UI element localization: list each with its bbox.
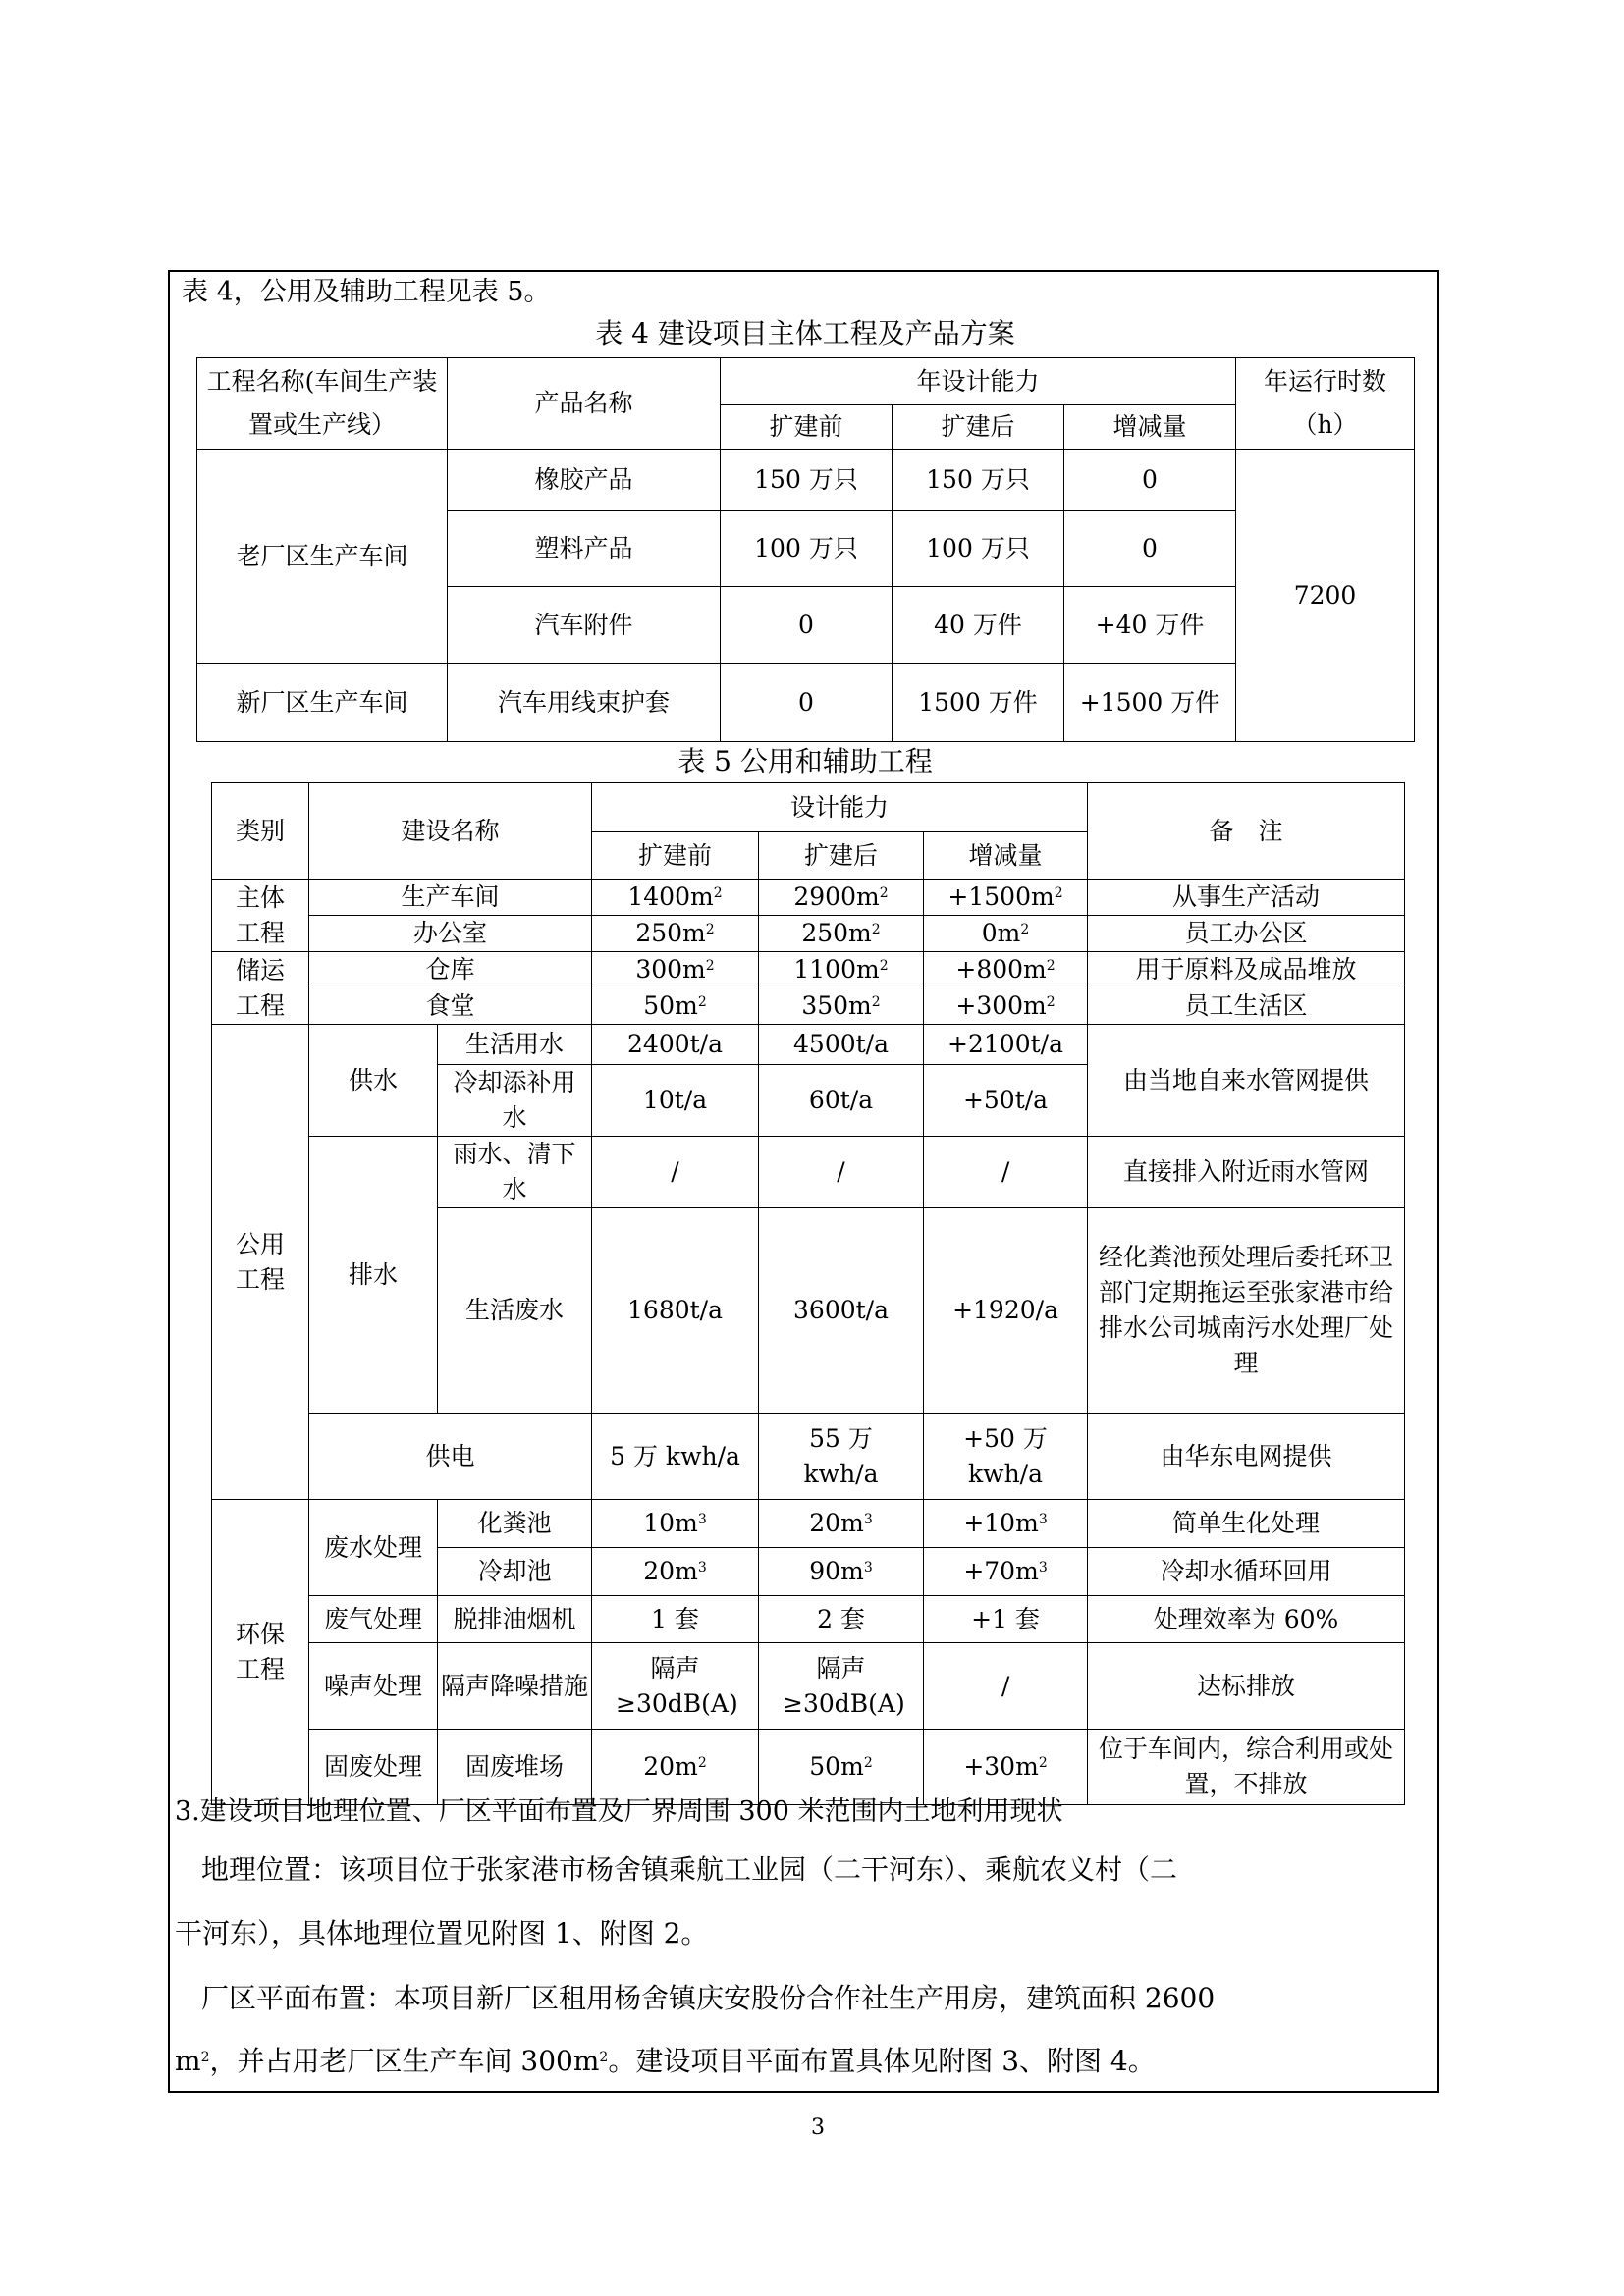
- t5-before: 1680t/a: [592, 1208, 759, 1414]
- t5-change: [924, 988, 1088, 1025]
- table-row: [212, 1643, 1405, 1730]
- t5-before: [592, 880, 759, 916]
- t5-before: [592, 1500, 759, 1548]
- t5-cat-main: 主体工程: [212, 880, 309, 952]
- cell-text: m: [1015, 1509, 1039, 1537]
- cell-text: m: [1023, 991, 1047, 1020]
- unit-superscript: 2: [713, 885, 723, 901]
- t5-sub-water-supply: 供水: [309, 1025, 438, 1137]
- t5-change: +2100t/a: [924, 1025, 1088, 1065]
- t5-note: 由华东电网提供: [1088, 1414, 1405, 1500]
- t4-header-hours: 年运行时数（h）: [1236, 358, 1415, 450]
- unit-superscript: 2: [871, 922, 881, 937]
- t5-after: [759, 952, 924, 988]
- table-row: [212, 1500, 1405, 1548]
- table-row: [212, 916, 1405, 952]
- t4-hours-value: 7200: [1236, 450, 1415, 742]
- cell-text: m: [848, 991, 872, 1020]
- t5-note: 位于车间内，综合利用或处置，不排放: [1088, 1730, 1405, 1805]
- t5-change: +1920/a: [924, 1208, 1088, 1414]
- t5-change: [924, 1548, 1088, 1596]
- t4-project-old: 老厂区生产车间: [197, 450, 448, 664]
- t5-cat-storage: 储运工程: [212, 952, 309, 1025]
- cell-text: m: [675, 991, 698, 1020]
- unit-superscript: 2: [200, 2050, 210, 2065]
- cell-text: 1100: [793, 955, 856, 984]
- page-number: 3: [811, 2115, 825, 2140]
- t5-before: [592, 1548, 759, 1596]
- t5-after: 2 套: [759, 1596, 924, 1643]
- cell-text: 50: [643, 991, 676, 1020]
- t4-header-after: 扩建后: [893, 405, 1064, 450]
- cell-text: +300: [955, 991, 1024, 1020]
- t5-before: [592, 1730, 759, 1805]
- intro-line: 表 4，公用及辅助工程见表 5。: [182, 277, 551, 307]
- t5-change: [924, 952, 1088, 988]
- cell-text: 1400: [627, 882, 690, 911]
- cell-text: m: [840, 1509, 864, 1537]
- unit-superscript: 3: [863, 1512, 873, 1527]
- t5-before: 2400t/a: [592, 1025, 759, 1065]
- layout-line2: [175, 2044, 1156, 2079]
- t5-note: 员工生活区: [1088, 988, 1405, 1025]
- t5-sub-noise: 噪声处理: [309, 1643, 438, 1730]
- cell-text: 250: [801, 919, 849, 947]
- unit-superscript: 2: [1046, 994, 1056, 1010]
- cell-text: m: [840, 1557, 864, 1585]
- t4-header-project: 工程名称(车间生产装置或生产线）: [197, 358, 448, 450]
- t4-after: 150 万只: [893, 450, 1064, 511]
- t5-after: 4500t/a: [759, 1025, 924, 1065]
- cell-text: +10: [963, 1509, 1016, 1537]
- t4-change: +40 万件: [1064, 587, 1236, 664]
- t4-header-change: 增减量: [1064, 405, 1236, 450]
- cell-text: m: [997, 919, 1021, 947]
- table4-title: 表 4 建设项目主体工程及产品方案: [595, 317, 1015, 349]
- t5-name: 办公室: [309, 916, 592, 952]
- cell-text: m: [682, 955, 706, 984]
- cell-text: 250: [635, 919, 683, 947]
- t4-change: 0: [1064, 511, 1236, 587]
- table-row: [212, 952, 1405, 988]
- t4-before: 0: [721, 587, 893, 664]
- unit-superscript: 3: [1038, 1512, 1048, 1527]
- t5-header-category: 类别: [212, 783, 309, 880]
- t4-after: 40 万件: [893, 587, 1064, 664]
- cell-text: 0: [981, 919, 998, 947]
- t5-sub-wastewater: 废水处理: [309, 1500, 438, 1596]
- t5-name: 生活废水: [438, 1208, 592, 1414]
- t5-name: 隔声降噪措施: [438, 1643, 592, 1730]
- t5-change: +50 万 kwh/a: [924, 1414, 1088, 1500]
- t5-note: 由当地自来水管网提供: [1088, 1025, 1405, 1137]
- t5-note: 用于原料及成品堆放: [1088, 952, 1405, 988]
- t5-name: 生活用水: [438, 1025, 592, 1065]
- cell-text: m: [175, 2045, 201, 2077]
- table-row: [212, 1596, 1405, 1643]
- t5-change: [924, 916, 1088, 952]
- table-row: [212, 1025, 1405, 1065]
- t5-cat-env: 环保工程: [212, 1500, 309, 1805]
- t5-before: [592, 988, 759, 1025]
- cell-text: 350: [801, 991, 849, 1020]
- t5-change: /: [924, 1643, 1088, 1730]
- t5-name: 脱排油烟机: [438, 1596, 592, 1643]
- cell-text: 20: [643, 1557, 676, 1585]
- t5-after: [759, 988, 924, 1025]
- t5-after: [759, 880, 924, 916]
- t5-sub-exhaust: 废气处理: [309, 1596, 438, 1643]
- cell-text: 20: [809, 1509, 841, 1537]
- layout-line1: 厂区平面布置：本项目新厂区租用杨舍镇庆安股份合作社生产用房，建筑面积 2600: [201, 1982, 1216, 2014]
- cell-text: m: [690, 882, 714, 911]
- t5-header-capacity: 设计能力: [592, 783, 1088, 832]
- t5-cat-public: 公用工程: [212, 1025, 309, 1500]
- t5-before: 隔声≥30dB(A): [592, 1643, 759, 1730]
- t5-after: [759, 1500, 924, 1548]
- t4-before: 100 万只: [721, 511, 893, 587]
- cell-text: m: [675, 1557, 698, 1585]
- section3-heading: 3.建设项目地理位置、厂区平面布置及厂界周围 300 米范围内土地利用现状: [175, 1796, 1063, 1827]
- t5-header-before: 扩建前: [592, 832, 759, 880]
- unit-superscript: 3: [863, 1560, 873, 1575]
- t5-before: 1 套: [592, 1596, 759, 1643]
- t5-after: 60t/a: [759, 1065, 924, 1137]
- unit-superscript: 2: [697, 1755, 707, 1771]
- t4-product: 汽车附件: [448, 587, 721, 664]
- table5: [211, 782, 1405, 1805]
- t5-note: 经化粪池预处理后委托环卫部门定期拖运至张家港市给排水公司城南污水处理厂处理: [1088, 1208, 1405, 1414]
- t4-header-before: 扩建前: [721, 405, 893, 450]
- t5-name: 供电: [309, 1414, 592, 1500]
- t5-note: 冷却水循环回用: [1088, 1548, 1405, 1596]
- cell-text: m: [856, 882, 880, 911]
- geo-location-line2: 干河东），具体地理位置见附图 1、附图 2。: [175, 1917, 709, 1949]
- cell-text: 20: [643, 1752, 676, 1781]
- table4: [196, 357, 1415, 742]
- cell-text: m: [840, 1752, 864, 1781]
- unit-superscript: 3: [697, 1512, 707, 1527]
- t4-after: 100 万只: [893, 511, 1064, 587]
- t5-header-after: 扩建后: [759, 832, 924, 880]
- t5-change: +1 套: [924, 1596, 1088, 1643]
- t4-header-product: 产品名称: [448, 358, 721, 450]
- cell-text: m: [1031, 882, 1055, 911]
- cell-text: +800: [955, 955, 1024, 984]
- t5-after: 3600t/a: [759, 1208, 924, 1414]
- t4-product: 橡胶产品: [448, 450, 721, 511]
- t5-change: [924, 880, 1088, 916]
- t4-change: 0: [1064, 450, 1236, 511]
- t4-header-capacity: 年设计能力: [721, 358, 1236, 405]
- table-row: [212, 880, 1405, 916]
- t5-note: 处理效率为 60%: [1088, 1596, 1405, 1643]
- t5-name: 食堂: [309, 988, 592, 1025]
- t5-name: 生产车间: [309, 880, 592, 916]
- cell-text: ，并占用老厂区生产车间 300m: [209, 2045, 600, 2077]
- t4-change: +1500 万件: [1064, 664, 1236, 742]
- cell-text: m: [682, 919, 706, 947]
- unit-superscript: 2: [697, 994, 707, 1010]
- t4-product: 塑料产品: [448, 511, 721, 587]
- t5-after: 55 万 kwh/a: [759, 1414, 924, 1500]
- t5-after: 隔声≥30dB(A): [759, 1643, 924, 1730]
- t5-change: /: [924, 1137, 1088, 1208]
- t5-name: 固废堆场: [438, 1730, 592, 1805]
- t5-name: 冷却池: [438, 1548, 592, 1596]
- cell-text: m: [1015, 1752, 1039, 1781]
- unit-superscript: 2: [1046, 958, 1056, 974]
- cell-text: m: [675, 1509, 698, 1537]
- t5-before: /: [592, 1137, 759, 1208]
- t5-name: 雨水、清下水: [438, 1137, 592, 1208]
- t5-before: [592, 952, 759, 988]
- t5-name: 化粪池: [438, 1500, 592, 1548]
- cell-text: +30: [963, 1752, 1016, 1781]
- t5-before: [592, 916, 759, 952]
- t5-before: 10t/a: [592, 1065, 759, 1137]
- unit-superscript: 2: [871, 994, 881, 1010]
- t5-note: 员工办公区: [1088, 916, 1405, 952]
- geo-location-line1: 地理位置：该项目位于张家港市杨舍镇乘航工业园（二干河东）、乘航农义村（二: [201, 1853, 1178, 1886]
- unit-superscript: 2: [1054, 885, 1063, 901]
- unit-superscript: 3: [697, 1560, 707, 1575]
- unit-superscript: 2: [705, 958, 715, 974]
- cell-text: +70: [963, 1557, 1016, 1585]
- t5-header-note: 备 注: [1088, 783, 1405, 880]
- cell-text: m: [856, 955, 880, 984]
- t5-sub-solid: 固废处理: [309, 1730, 438, 1805]
- cell-text: +1500: [947, 882, 1031, 911]
- t5-note: 从事生产活动: [1088, 880, 1405, 916]
- t5-note: 达标排放: [1088, 1643, 1405, 1730]
- t5-after: [759, 1548, 924, 1596]
- cell-text: m: [1023, 955, 1047, 984]
- t5-name: 仓库: [309, 952, 592, 988]
- cell-text: 50: [809, 1752, 841, 1781]
- t4-before: 0: [721, 664, 893, 742]
- t5-after: [759, 916, 924, 952]
- table-row: [212, 988, 1405, 1025]
- unit-superscript: 2: [879, 885, 889, 901]
- table-row: [197, 450, 1415, 511]
- t5-change: +50t/a: [924, 1065, 1088, 1137]
- unit-superscript: 2: [705, 922, 715, 937]
- table-row: [212, 1730, 1405, 1805]
- t5-sub-drainage: 排水: [309, 1137, 438, 1414]
- cell-text: 2900: [793, 882, 856, 911]
- unit-superscript: 2: [599, 2050, 609, 2065]
- t4-product: 汽车用线束护套: [448, 664, 721, 742]
- t4-project-new: 新厂区生产车间: [197, 664, 448, 742]
- cell-text: m: [848, 919, 872, 947]
- t4-before: 150 万只: [721, 450, 893, 511]
- cell-text: m: [675, 1752, 698, 1781]
- table5-title: 表 5 公用和辅助工程: [677, 745, 933, 777]
- cell-text: 。建设项目平面布置具体见附图 3、附图 4。: [608, 2045, 1156, 2077]
- t5-header-change: 增减量: [924, 832, 1088, 880]
- table-row: [212, 1137, 1405, 1208]
- unit-superscript: 3: [1038, 1560, 1048, 1575]
- cell-text: m: [1015, 1557, 1039, 1585]
- cell-text: 90: [809, 1557, 841, 1585]
- t5-name: 冷却添补用水: [438, 1065, 592, 1137]
- unit-superscript: 2: [1020, 922, 1030, 937]
- t5-change: [924, 1500, 1088, 1548]
- table-row: [212, 1414, 1405, 1500]
- cell-text: 300: [635, 955, 683, 984]
- unit-superscript: 2: [863, 1755, 873, 1771]
- t5-note: 直接排入附近雨水管网: [1088, 1137, 1405, 1208]
- t4-after: 1500 万件: [893, 664, 1064, 742]
- t5-before: 5 万 kwh/a: [592, 1414, 759, 1500]
- t5-change: [924, 1730, 1088, 1805]
- unit-superscript: 2: [879, 958, 889, 974]
- t5-header-name: 建设名称: [309, 783, 592, 880]
- table-row: [197, 664, 1415, 742]
- unit-superscript: 2: [1038, 1755, 1048, 1771]
- t5-after: [759, 1730, 924, 1805]
- t5-note: 简单生化处理: [1088, 1500, 1405, 1548]
- cell-text: 10: [643, 1509, 676, 1537]
- t5-after: /: [759, 1137, 924, 1208]
